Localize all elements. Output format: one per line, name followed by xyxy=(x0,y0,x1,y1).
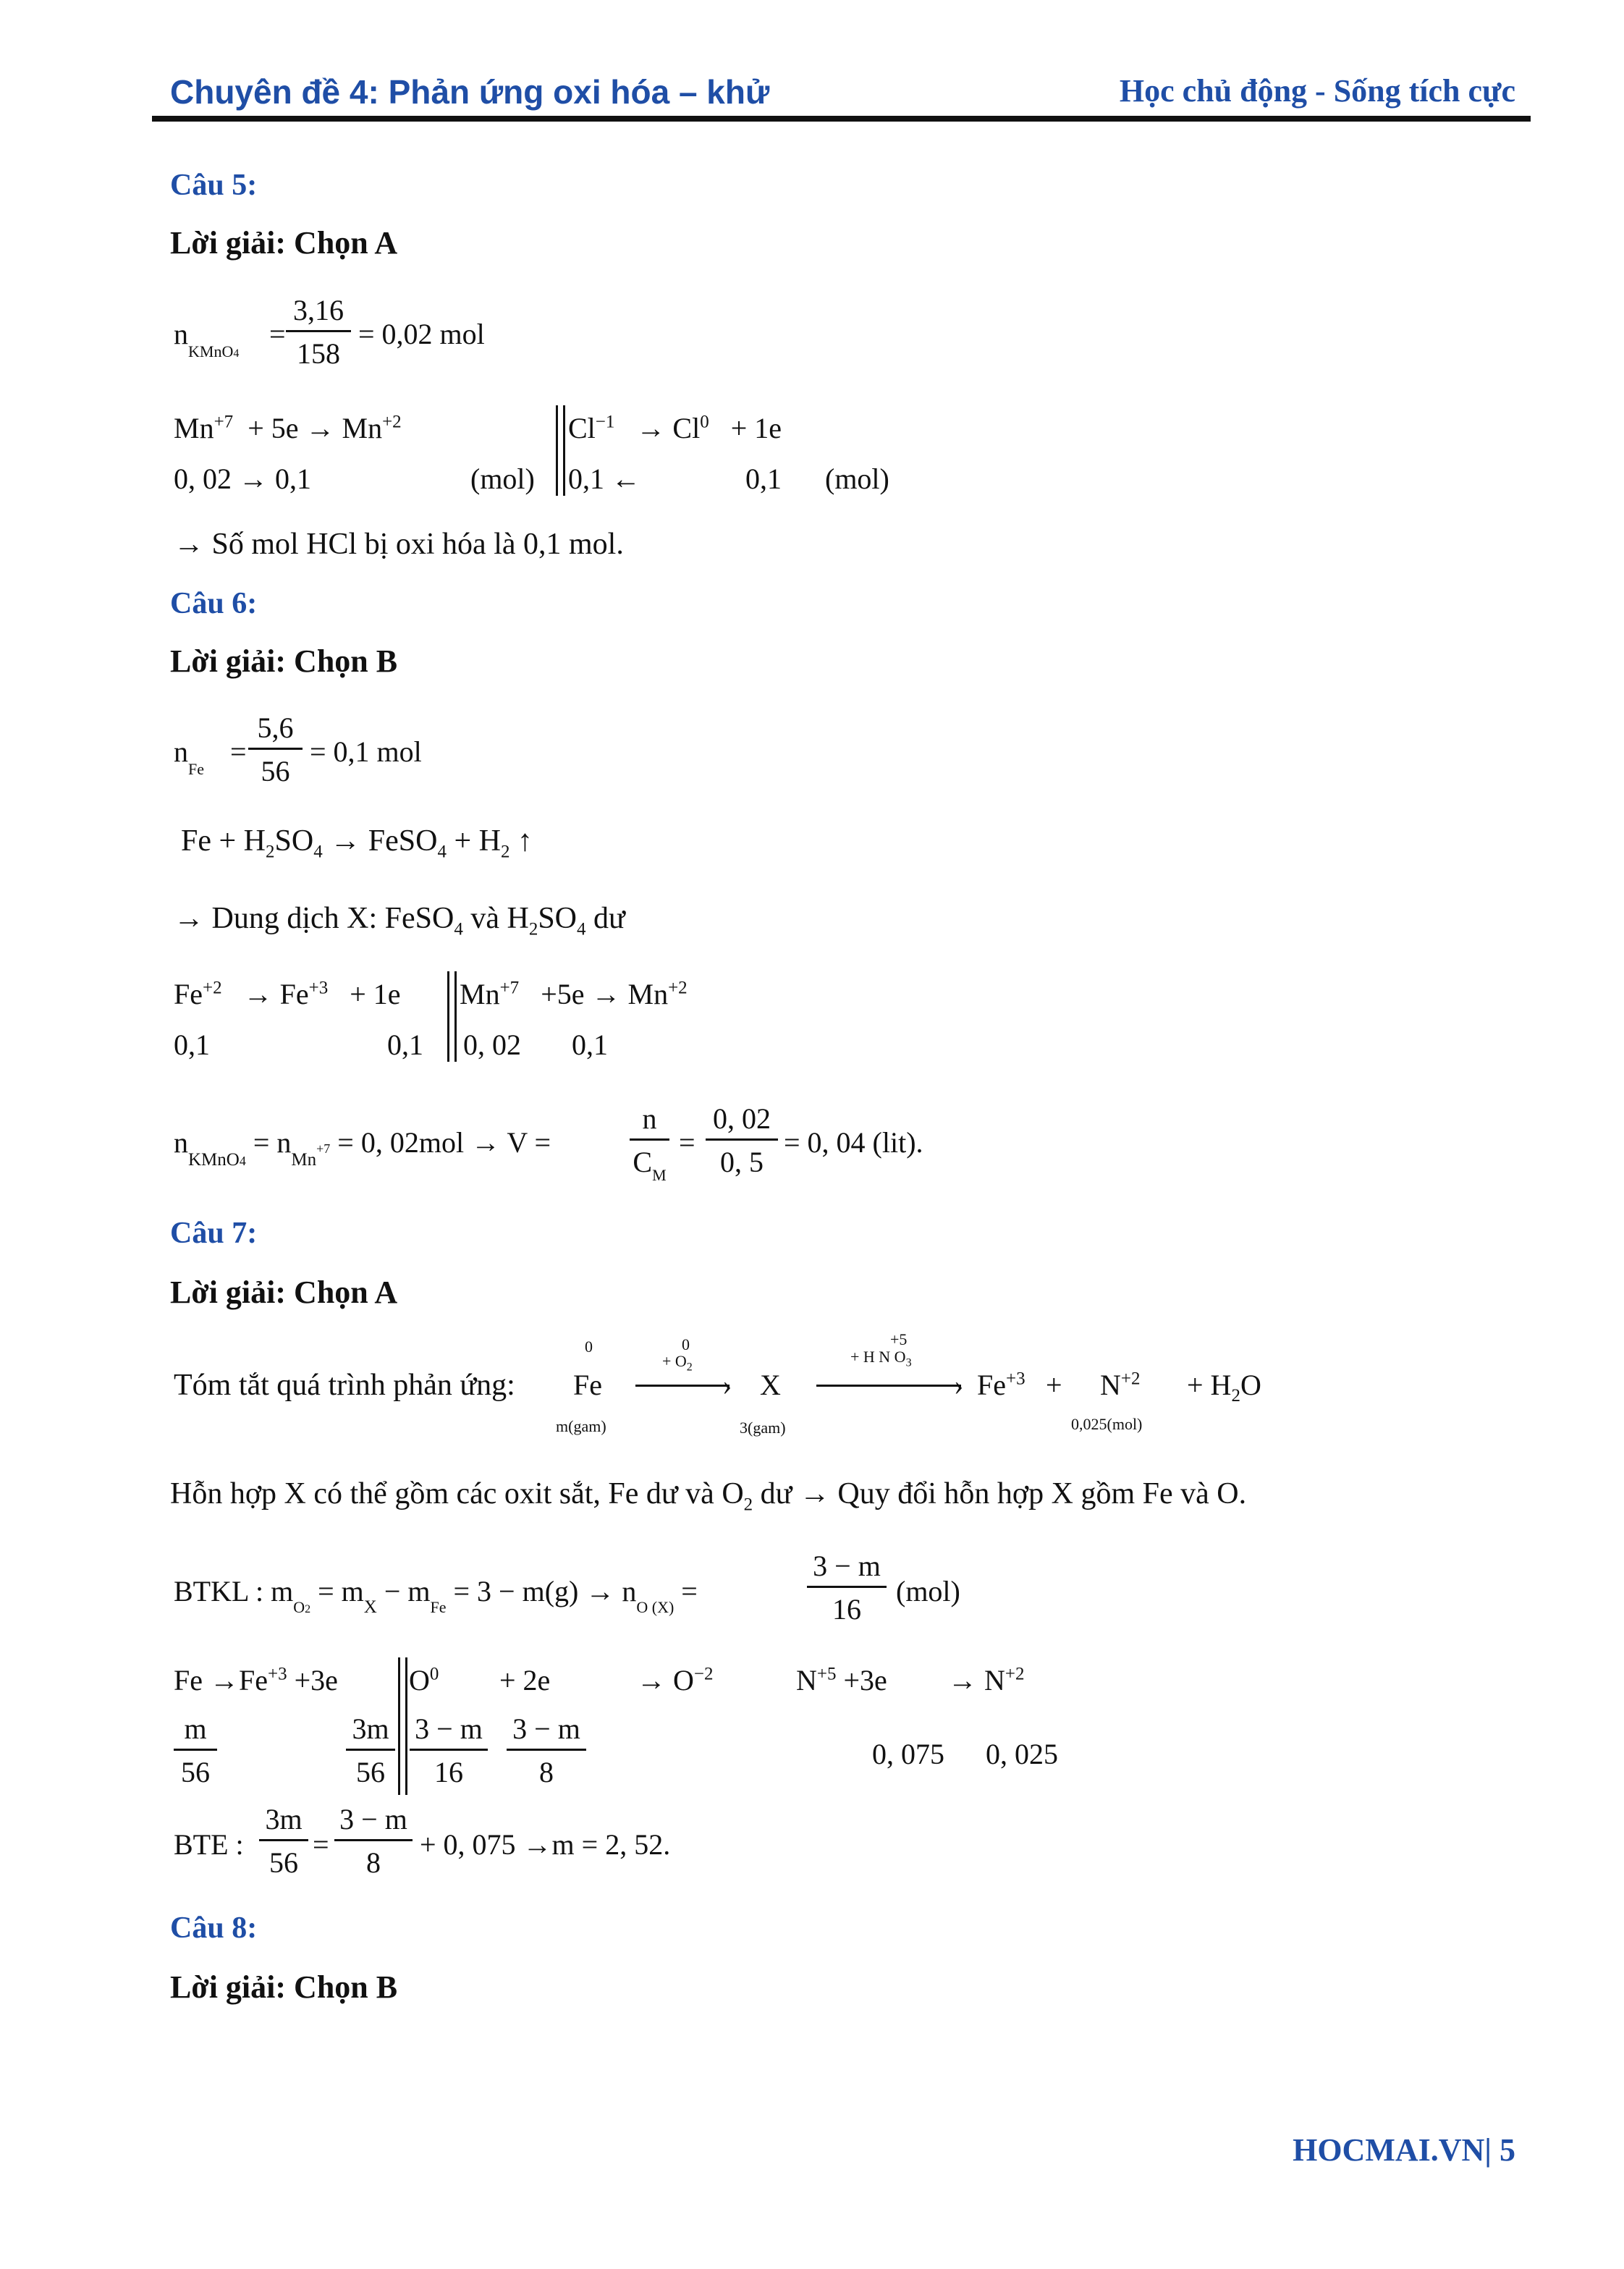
q7-plus: + xyxy=(1046,1369,1062,1401)
q6-solution-x: → Dung dịch X: FeSO$_4$ và $H_2SO_4$ dư xyxy=(174,902,625,939)
q7-n2: $N^{+2}$ xyxy=(1100,1369,1141,1401)
q6-row2-b: 0,1 xyxy=(387,1028,423,1061)
q6-title: Câu 6: xyxy=(170,587,258,620)
q5-row2-left: 0, 02 → 0,1 xyxy=(174,462,311,495)
q5-row2-c: 0,1 xyxy=(745,462,782,495)
q7-water: + $H_2O$ xyxy=(1187,1369,1261,1406)
q7-x-mass: 3(gam) xyxy=(740,1419,786,1437)
q7-fe-mass: m(gam) xyxy=(556,1417,606,1435)
q7-x: X xyxy=(760,1369,781,1401)
q8-title: Câu 8: xyxy=(170,1911,258,1945)
q6-mn-half: $Mn^{+7} +5e \to Mn^{+2}$ xyxy=(460,978,688,1010)
q7-arrow2-ox: +5 xyxy=(890,1330,908,1348)
q6-final-result: = 0, 04 (lit). xyxy=(784,1126,923,1159)
footer-page-number xyxy=(1293,2131,1515,2168)
q7-n-product: → $N^{+2}$ xyxy=(948,1664,1025,1697)
q7-o-2e: + 2e xyxy=(499,1664,551,1697)
q7-o-product: → $O^{-2}$ xyxy=(637,1664,714,1697)
footer-page: | 5 xyxy=(1484,2132,1515,2168)
q5-eq2: = 0,02 mol xyxy=(358,318,485,350)
q7-fe-half: $Fe \to Fe^{+3} +3e$ xyxy=(174,1664,338,1697)
q7-frac-m-56: m 56 xyxy=(174,1712,217,1789)
q7-divider-2 xyxy=(405,1657,407,1795)
q7-fe3: $Fe^{+3}$ xyxy=(977,1369,1025,1401)
footer-site: HOCMAI.VN xyxy=(1293,2132,1485,2168)
q7-bte-frac1: 3m 56 xyxy=(259,1802,308,1880)
q5-oxidation-half: $Cl^{-1}$ → $Cl^0$ + 1e xyxy=(568,412,782,444)
q7-mixture-statement: Hỗn hợp X có thể gồm các oxit sắt, Fe dư và $O_2$ dư → Quy đổi hỗn hợp X gồm Fe và O. xyxy=(170,1477,1247,1515)
q7-arrow1-head: › xyxy=(722,1369,732,1401)
q7-arrow2-head: › xyxy=(954,1369,964,1401)
q8-solution: Lời giải: Chọn B xyxy=(170,1969,398,2005)
q7-title: Câu 7: xyxy=(170,1217,258,1250)
q6-solution: Lời giải: Chọn B xyxy=(170,643,398,679)
q7-btkl: BTKL : $m_{O2} = m_X - m_{Fe} = 3 - m(g) \to n_{O (X)}$ = xyxy=(174,1575,698,1617)
q7-n-half: $N^{+5} +3e$ xyxy=(796,1664,887,1697)
q7-o-half: $O^0$ xyxy=(409,1664,439,1697)
q7-fe: Fe xyxy=(573,1369,602,1401)
q6-final-left: $n_{KMnO4} = n_{Mn^{+7}} = 0$, 02mol → V = xyxy=(174,1126,551,1170)
header-divider xyxy=(152,116,1531,122)
q7-bte-frac2: 3 − m 8 xyxy=(334,1802,413,1880)
q6-n-formula: $n_{Fe}$ xyxy=(174,735,204,778)
q7-n2-mol: 0,025(mol) xyxy=(1071,1415,1143,1433)
q6-reaction: $Fe + H_2SO_4$ → FeSO$_4$ + $H_2$ ↑ xyxy=(181,824,533,862)
q5-divider-1 xyxy=(556,405,558,496)
q7-bte-label: BTE : xyxy=(174,1828,244,1861)
q5-row2-mol2: (mol) xyxy=(825,462,889,495)
q7-arrow1-reagent: + $O_2$ xyxy=(662,1352,693,1374)
q7-fe-oxidation-state: 0 xyxy=(585,1338,593,1356)
q6-row2-a: 0,1 xyxy=(174,1028,210,1061)
q7-divider-1 xyxy=(398,1657,400,1795)
q6-eq2: = 0,1 mol xyxy=(310,735,422,768)
q7-arrow2-line xyxy=(816,1385,961,1387)
q5-row2-b: 0,1 ← xyxy=(568,462,640,495)
q7-solution: Lời giải: Chọn A xyxy=(170,1275,398,1310)
q5-reduction-half: $Mn^{+7} + 5e \to Mn^{+2}$ xyxy=(174,412,402,444)
q6-divider-1 xyxy=(447,971,449,1062)
header-slogan: Học chủ động - Sống tích cực xyxy=(1119,73,1515,109)
q6-fe-half: $Fe^{+2} \to Fe^{+3} + 1e$ xyxy=(174,978,401,1010)
q5-conclusion: → Số mol HCl bị oxi hóa là 0,1 mol. xyxy=(174,528,624,561)
q7-val-o025: 0, 025 xyxy=(986,1738,1058,1770)
q7-val-o075: 0, 075 xyxy=(872,1738,944,1770)
q6-eq1: = xyxy=(230,735,247,768)
q6-fraction-v: n $C_M$ xyxy=(630,1102,669,1179)
q7-arrow2-reagent: + H N $O_3$ xyxy=(850,1348,912,1369)
q7-arrow1-line xyxy=(635,1385,729,1387)
q7-bte-result: + 0, 075 →m = 2, 52. xyxy=(420,1828,671,1861)
q5-title: Câu 5: xyxy=(170,169,258,202)
q5-row2-mol: (mol) xyxy=(470,462,535,495)
q7-btkl-unit: (mol) xyxy=(896,1575,960,1607)
q6-divider-2 xyxy=(454,971,457,1062)
q6-row2-c: 0, 02 xyxy=(463,1028,521,1061)
q7-bte-eq: = xyxy=(313,1828,329,1861)
q6-fraction: 5,6 56 xyxy=(248,711,303,788)
q7-frac-3m-16: 3 − m 16 xyxy=(410,1712,488,1789)
q5-n-formula: $n_{KMnO4}$ xyxy=(174,318,240,360)
q5-fraction: 3,16 158 xyxy=(286,293,351,371)
q6-fraction-val: 0, 02 0, 5 xyxy=(706,1102,778,1179)
q7-frac-3m-8: 3 − m 8 xyxy=(507,1712,586,1789)
q6-row2-d: 0,1 xyxy=(572,1028,608,1061)
q5-solution: Lời giải: Chọn A xyxy=(170,225,398,261)
q7-btkl-fraction: 3 − m 16 xyxy=(807,1549,887,1626)
q7-frac-3m-56: 3m 56 xyxy=(346,1712,395,1789)
q7-summary-label: Tóm tắt quá trình phản ứng: xyxy=(174,1369,515,1402)
header-chapter-title: Chuyên đề 4: Phản ứng oxi hóa – khử xyxy=(170,73,770,111)
q7-arrow1-ox: 0 xyxy=(682,1335,690,1353)
q5-eq1: = xyxy=(269,318,286,350)
q5-divider-2 xyxy=(563,405,565,496)
q6-final-eq: = xyxy=(679,1126,695,1159)
